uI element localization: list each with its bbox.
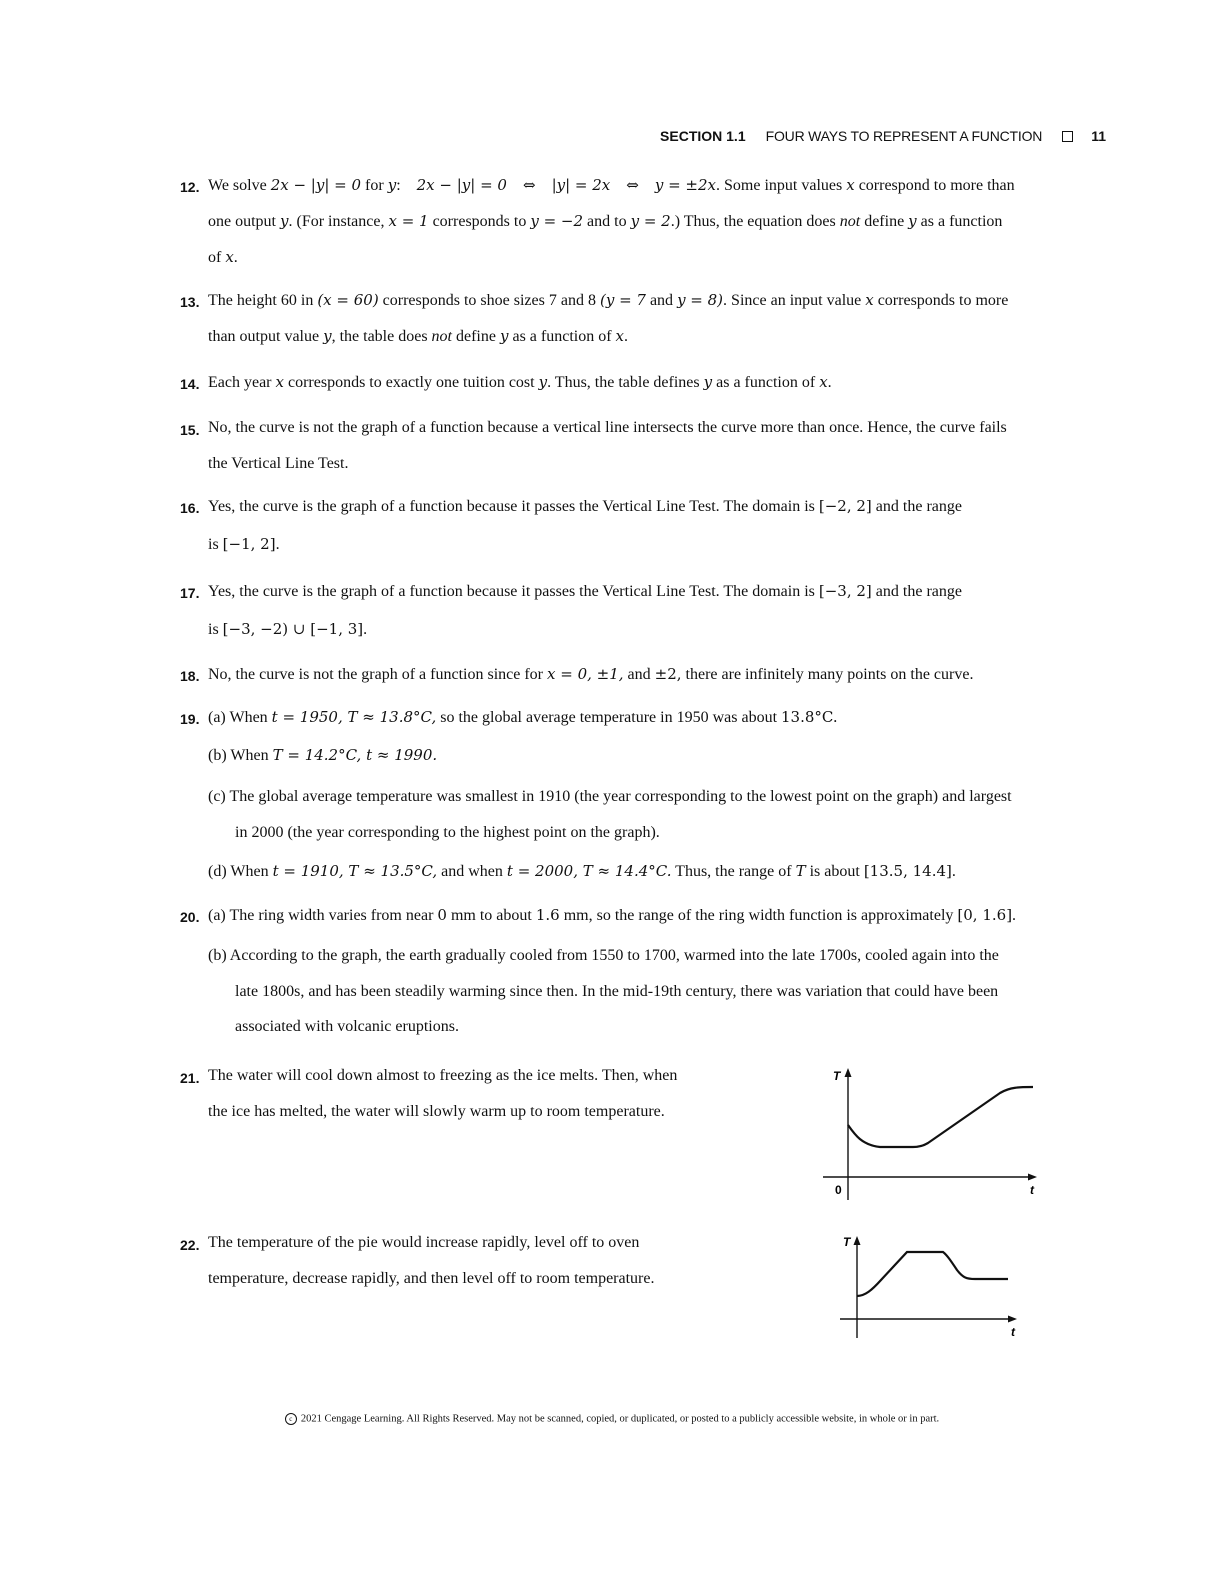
problem-line: The height 60 in (x = 60) corresponds to shoe sizes 7 and 8 (y = 7 and y = 8). Since an input value x corresponds to more bbox=[208, 291, 1009, 309]
y-axis-arrow-icon bbox=[854, 1236, 861, 1245]
y-axis-label: T bbox=[833, 1069, 841, 1083]
problem-line: than output value y, the table does not define y as a function of x. bbox=[208, 327, 629, 345]
problem-number: 20. bbox=[180, 909, 200, 925]
part-b-continued: associated with volcanic eruptions. bbox=[235, 1018, 459, 1035]
problem-line: the ice has melted, the water will slowly warm up to room temperature. bbox=[208, 1103, 665, 1120]
problem-number: 18. bbox=[180, 668, 200, 684]
problem-line: temperature, decrease rapidly, and then level off to room temperature. bbox=[208, 1270, 655, 1287]
origin-label: 0 bbox=[835, 1183, 842, 1197]
part-b-continued: late 1800s, and has been steadily warming since then. In the mid-19th century, there was variation that could have been bbox=[235, 983, 999, 1000]
graph-pie-temperature bbox=[835, 1228, 1035, 1343]
part-a: (a) The ring width varies from near 0 mm to about 1.6 mm, so the range of the ring width function is approximately [0, 1.6]. bbox=[208, 906, 1017, 924]
problem-line: No, the curve is not the graph of a function since for x = 0, ±1, and ±2, there are infinitely many points on the curve. bbox=[208, 665, 974, 683]
copyright-text: 2021 Cengage Learning. All Rights Reserved. May not be scanned, copied, or duplicated, or posted to a publicly accessible website, in whole or in part. bbox=[300, 1413, 940, 1425]
problem-number: 19. bbox=[180, 711, 200, 727]
x-axis-arrow-icon bbox=[1028, 1174, 1037, 1181]
section-title: FOUR WAYS TO REPRESENT A FUNCTION bbox=[765, 128, 1043, 144]
problem-line: We solve 2x − |y| = 0 for y: 2x − |y| = 0 ⇔ |y| = 2x ⇔ y = ±2x. Some input values x correspond to more than bbox=[208, 176, 1015, 194]
problem-line: The water will cool down almost to freezing as the ice melts. Then, when bbox=[208, 1067, 678, 1084]
running-header bbox=[660, 128, 1106, 144]
square-separator-icon bbox=[1062, 131, 1073, 142]
problem-line: the Vertical Line Test. bbox=[208, 455, 349, 472]
problem-line: is [−3, −2) ∪ [−1, 3]. bbox=[208, 620, 368, 638]
problem-number: 15. bbox=[180, 422, 200, 438]
part-b: (b) When T = 14.2°C, t ≈ 1990. bbox=[208, 746, 438, 764]
section-label: SECTION 1.1 bbox=[660, 128, 746, 144]
part-c-continued: in 2000 (the year corresponding to the highest point on the graph). bbox=[235, 824, 660, 841]
temperature-curve bbox=[848, 1087, 1033, 1147]
problem-line: Each year x corresponds to exactly one tuition cost y. Thus, the table defines y as a function of x. bbox=[208, 373, 832, 391]
page-number: 11 bbox=[1091, 128, 1106, 144]
problem-number: 12. bbox=[180, 179, 200, 195]
problem-number: 21. bbox=[180, 1070, 200, 1086]
graph-water-temperature bbox=[815, 1060, 1045, 1205]
part-a: (a) When t = 1950, T ≈ 13.8°C, so the global average temperature in 1950 was about 13.8°C. bbox=[208, 708, 838, 726]
copyright-footer bbox=[0, 1413, 1224, 1425]
part-c: (c) The global average temperature was smallest in 1910 (the year corresponding to the lowest point on the graph) and largest bbox=[208, 788, 1012, 805]
problem-line: is [−1, 2]. bbox=[208, 535, 280, 553]
problem-line: of x. bbox=[208, 248, 238, 266]
problem-line: No, the curve is not the graph of a function because a vertical line intersects the curve more than once. Hence, the curve fails bbox=[208, 419, 1007, 436]
problem-number: 14. bbox=[180, 376, 200, 392]
problem-line: Yes, the curve is the graph of a function because it passes the Vertical Line Test. The domain is [−3, 2] and the range bbox=[208, 582, 962, 600]
x-axis-arrow-icon bbox=[1008, 1316, 1017, 1323]
x-axis-label: t bbox=[1030, 1183, 1034, 1197]
problem-number: 13. bbox=[180, 294, 200, 310]
problem-line: Yes, the curve is the graph of a function because it passes the Vertical Line Test. The domain is [−2, 2] and the range bbox=[208, 497, 962, 515]
x-axis-label: t bbox=[1011, 1325, 1015, 1339]
problem-line: one output y. (For instance, x = 1 corresponds to y = −2 and to y = 2.) Thus, the equation does not define y as a function bbox=[208, 212, 1003, 230]
part-d: (d) When t = 1910, T ≈ 13.5°C, and when t = 2000, T ≈ 14.4°C. Thus, the range of T is about [13.5, 14.4]. bbox=[208, 862, 956, 880]
problem-line: The temperature of the pie would increase rapidly, level off to oven bbox=[208, 1234, 640, 1251]
temperature-curve bbox=[857, 1252, 1008, 1296]
part-b: (b) According to the graph, the earth gradually cooled from 1550 to 1700, warmed into the late 1700s, cooled again into the bbox=[208, 947, 999, 964]
copyright-icon: c bbox=[285, 1413, 297, 1425]
problem-number: 22. bbox=[180, 1237, 200, 1253]
problem-number: 16. bbox=[180, 500, 200, 516]
y-axis-arrow-icon bbox=[845, 1068, 852, 1077]
problem-number: 17. bbox=[180, 585, 200, 601]
y-axis-label: T bbox=[843, 1235, 851, 1249]
